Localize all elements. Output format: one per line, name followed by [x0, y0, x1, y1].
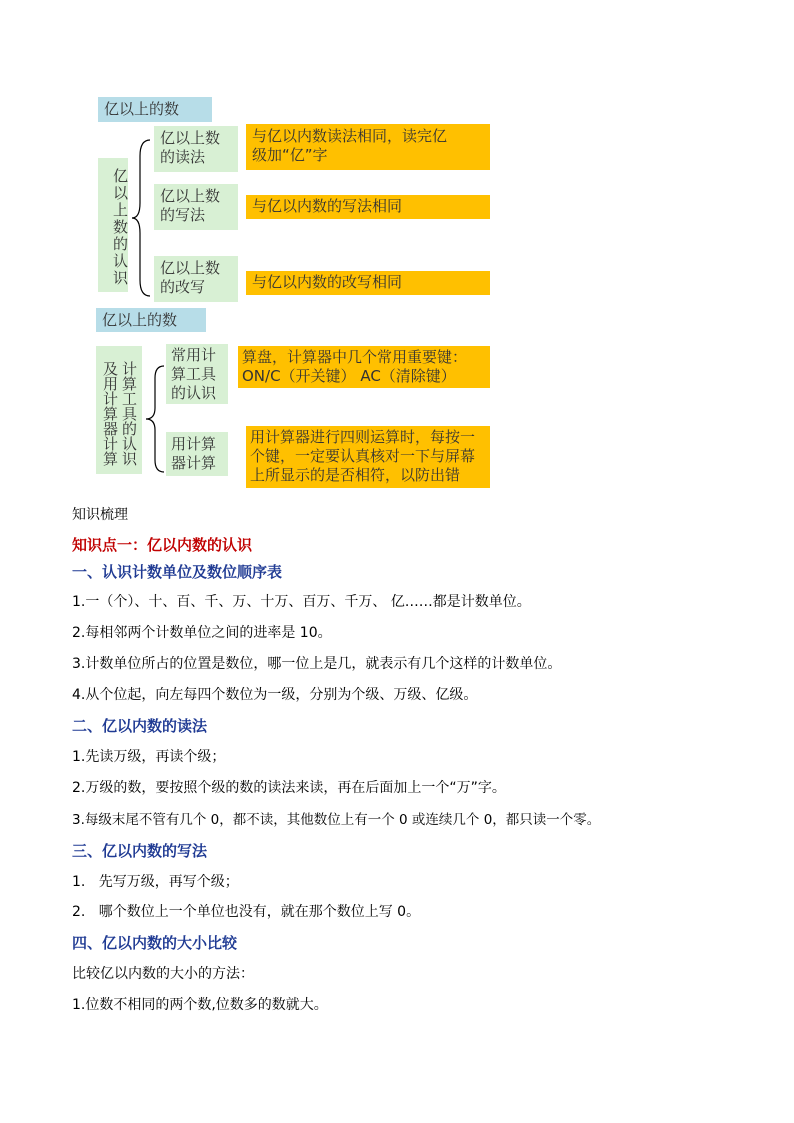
desc-line-2: 级加“亿”字: [252, 146, 328, 164]
vertical-col-2: 计算工具的认识: [120, 360, 138, 466]
diagram-1-topic-rewriting: [154, 256, 238, 302]
h3-item-1: 1. 先写万级，再写个级；: [72, 874, 239, 890]
diagram-1-topic-reading: [154, 126, 238, 172]
knowledge-point-1-heading: 知识点一：亿以内数的认识: [72, 536, 253, 554]
diagram-1-brace-icon: [130, 138, 152, 298]
h4-intro: 比较亿以内数的大小的方法：: [72, 966, 254, 982]
topic-line-1: 亿以上数: [160, 129, 221, 147]
topic-line-3: 的认识: [171, 384, 217, 402]
diagram-2-vertical-label: [96, 346, 142, 474]
desc-line-1: 与亿以内数读法相同，读完亿: [252, 127, 448, 145]
diagram-2-topic-calculate: [166, 432, 228, 476]
diagram-2-topic-tools: [166, 344, 228, 404]
desc-line-1: 算盘，计算器中几个常用重要键：: [242, 348, 468, 366]
topic-line-2: 的读法: [160, 148, 206, 166]
h1-item-2: 2.每相邻两个计数单位之间的进率是 10。: [72, 625, 332, 641]
topic-line-2: 的写法: [160, 206, 206, 224]
heading-1: 一、认识计数单位及数位顺序表: [72, 563, 283, 581]
topic-line-2: 的改写: [160, 278, 206, 296]
desc-line-1: 用计算器进行四则运算时，每按一: [250, 428, 476, 446]
desc-line-2: 个键，一定要认真核对一下与屏幕: [250, 447, 476, 465]
diagram-1-desc-writing: [246, 195, 490, 219]
diagram-1-title: 亿以上的数: [98, 97, 212, 122]
h1-item-3: 3.计数单位所占的位置是数位，哪一位上是几，就表示有几个这样的计数单位。: [72, 656, 562, 672]
desc-line-2: ON/C（开关键） AC（清除键）: [242, 367, 456, 385]
h4-item-1: 1.位数不相同的两个数,位数多的数就大。: [72, 997, 328, 1013]
topic-line-1: 常用计: [171, 346, 217, 364]
diagram-2-brace-icon: [144, 364, 166, 474]
topic-line-2: 算工具: [171, 365, 217, 383]
diagram-2-desc-tools: [238, 346, 490, 388]
diagram-1-vertical-label: 亿以上数的认识: [98, 158, 128, 292]
topic-line-2: 器计算: [171, 454, 217, 472]
diagram-2: [0, 300, 794, 500]
desc-line-1: 与亿以内数的写法相同: [252, 197, 403, 215]
desc-line-3: 上所显示的是否相符，以防出错: [250, 466, 461, 484]
diagram-2-title: 亿以上的数: [96, 308, 206, 332]
diagram-1-desc-rewriting: [246, 271, 490, 295]
diagram-1: [0, 0, 794, 310]
h1-item-1: 1.一（个）、十、百、千、万、十万、百万、千万、 亿……都是计数单位。: [72, 594, 531, 610]
desc-line-1: 与亿以内数的改写相同: [252, 273, 403, 291]
diagram-2-desc-calculate: [246, 426, 490, 488]
heading-4: 四、亿以内数的大小比较: [72, 934, 238, 952]
h2-item-2: 2.万级的数，要按照个级的数的读法来读，再在后面加上一个“万”字。: [72, 780, 506, 796]
h3-item-2: 2. 哪个数位上一个单位也没有，就在那个数位上写 0。: [72, 904, 421, 920]
heading-2: 二、亿以内数的读法: [72, 717, 208, 735]
topic-line-1: 用计算: [171, 435, 217, 453]
section-label: 知识梳理: [72, 507, 128, 523]
h1-item-4: 4.从个位起，向左每四个数位为一级，分别为个级、万级、亿级。: [72, 687, 478, 703]
topic-line-1: 亿以上数: [160, 187, 221, 205]
topic-line-1: 亿以上数: [160, 259, 221, 277]
heading-3: 三、亿以内数的写法: [72, 842, 208, 860]
diagram-1-desc-reading: [246, 124, 490, 170]
h2-item-1: 1.先读万级，再读个级；: [72, 749, 226, 765]
diagram-1-topic-writing: [154, 184, 238, 230]
vertical-col-1: 及用计算器计算: [101, 360, 119, 466]
h2-item-3: 3.每级末尾不管有几个 0，都不读，其他数位上有一个 0 或连续几个 0，都只读一个零。: [72, 812, 601, 828]
